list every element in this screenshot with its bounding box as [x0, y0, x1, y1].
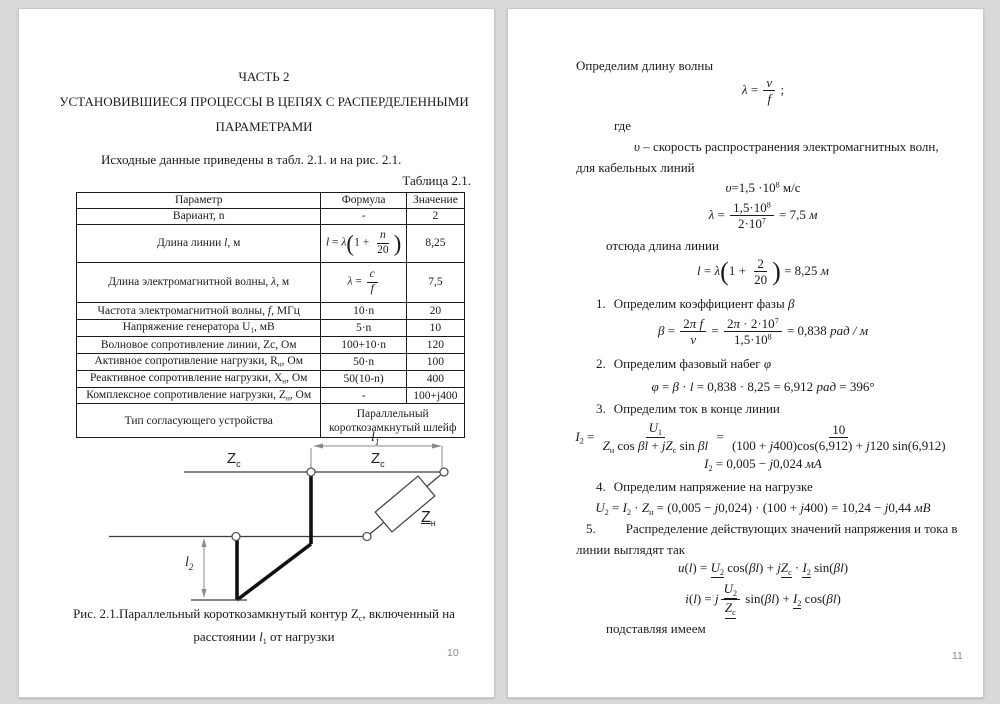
table-header-cell: Параметр	[77, 193, 321, 209]
text-line: подставляя имеем	[606, 621, 706, 636]
label-zc-right: $Z_c$	[371, 450, 385, 469]
figure-caption-line2: расстоянии $l_1$ от нагрузки	[193, 629, 335, 646]
table-cell: 400	[406, 371, 464, 388]
table-header-cell: Значение	[406, 193, 464, 209]
formula-i-distribution: i(l) = j $\frac{U_2}{Z_c}$ $\sin(\beta l) + I_2$ cos(βl)	[685, 581, 841, 618]
table-cell: 7,5	[406, 263, 464, 303]
table-cell: Комплексное сопротивление нагрузки, $Z_н$, Ом	[77, 388, 321, 404]
table-row	[77, 320, 465, 337]
formula-phi: φ = β · l = 0,838 · 8,25 = 6,912 рад = 396°	[651, 379, 875, 394]
item-4-heading: 4. Определим напряжение на нагрузке	[596, 479, 813, 494]
table-cell: Тип согласующего устройства	[77, 404, 321, 438]
table-cell: Реактивное сопротивление нагрузки, $X_н$, Ом	[77, 371, 321, 388]
table-cell: Частота электромагнитной волны, f, МГц	[77, 303, 321, 320]
node-circle	[307, 468, 315, 476]
text-line: Определим длину волны	[576, 58, 714, 73]
text-line: где	[614, 118, 632, 133]
table-row	[77, 404, 465, 438]
formula-beta: β = $\frac{\text{2π f}}{v}$ = $\frac{2\pi \cdot 2\cdot 10^7}{1,5\cdot 10^8}$ = 0,838 рад / м	[657, 316, 869, 348]
table-cell: -	[321, 209, 406, 225]
formula-line-length: l = λ ( 1 + $\frac{2}{20}$ ) = 8,25 м	[697, 256, 829, 288]
table-row	[77, 209, 465, 225]
table-cell: 2	[406, 209, 464, 225]
page-number-right: 11	[952, 650, 963, 662]
label-l2: $l_2$	[185, 555, 194, 572]
label-l1: $l_1$	[371, 430, 380, 447]
table-cell: 50(10-n)	[321, 371, 406, 388]
table-row	[77, 354, 465, 371]
dimension-l1-arrow-left	[313, 444, 323, 449]
table-header-cell: Формула	[321, 193, 406, 209]
formula-current-end: $I_2$ = $\frac{U_1}{Z_н \cos \beta l + jZ_c \sin \beta l}$ = $\frac{10}{(100 + j400)\cos(6,912) + j120 \sin(6,912)}$	[575, 420, 946, 456]
parameters-table	[76, 192, 465, 438]
table-cell: Вариант, n	[77, 209, 321, 225]
formula-current-result: $I_2 = 0,005 - j0,024$ мА	[704, 456, 822, 473]
table-cell: 5·n	[321, 320, 406, 337]
table-cell: 100+j400	[406, 388, 464, 404]
item-2-heading: 2. Определим фазовый набег φ	[596, 356, 772, 371]
table-cell: 8,25	[406, 225, 464, 263]
formula-u-distribution: $u(l) = U_2$ $\cos(\beta l) + jZ_c \cdot I_2$ sin(βl)	[677, 560, 849, 577]
text-line: для кабельных линий	[576, 160, 695, 175]
table-row	[77, 263, 465, 303]
dimension-l1-arrow-right	[432, 444, 442, 449]
table-cell: 120	[406, 337, 464, 354]
text-line: отсюда длина линии	[606, 238, 719, 253]
table-cell: l = λ ( 1 + $\frac{n}{20}$ )	[321, 225, 406, 263]
stub-diagonal	[237, 544, 311, 600]
table-row	[77, 371, 465, 388]
node-circle	[440, 468, 448, 476]
item-5-heading: 5. Распределение действующих значений напряжения и тока в	[586, 521, 958, 536]
item-1-heading: 1. Определим коэффициент фазы β	[596, 296, 795, 311]
table-cell: Активное сопротивление нагрузки, $R_н$, Ом	[77, 354, 321, 371]
part-title-line3: ПАРАМЕТРАМИ	[215, 119, 313, 134]
table-row	[77, 303, 465, 320]
table-cell: Напряжение генератора $U_1$, мВ	[77, 320, 321, 337]
table-cell: -	[321, 388, 406, 404]
table-cell: 20	[406, 303, 464, 320]
text-line: линии выглядят так	[576, 542, 686, 557]
formula-lambda-value: λ = $\frac{1,5\cdot 10^8}{2\cdot 10^7}$ = 7,5 м	[708, 200, 818, 232]
label-zc-left: $Z_c$	[227, 450, 241, 469]
table-cell: Длина электромагнитной волны, λ, м	[77, 263, 321, 303]
table-cell: Волновое сопротивление линии, Zс, Ом	[77, 337, 321, 354]
formula-velocity: $\upsilon=1,5 \cdot 10^8$ м/с	[725, 180, 801, 195]
node-circle	[232, 533, 240, 541]
document-page-right	[507, 8, 984, 698]
table-cell: Длина линии l, м	[77, 225, 321, 263]
table-cell: 100+10·n	[321, 337, 406, 354]
part-title: ЧАСТЬ 2	[238, 69, 290, 84]
table-cell: 100	[406, 354, 464, 371]
item-3-heading: 3. Определим ток в конце линии	[596, 401, 780, 416]
table-row	[77, 388, 465, 404]
table-row	[77, 225, 465, 263]
table-row	[77, 337, 465, 354]
formula-voltage-load: $U_2 = I_2 \cdot Z_н = (0,005 - j0,024) \cdot (100 + j400) = 10,24 - j0,44$ мВ	[595, 500, 931, 517]
circuit-figure	[19, 430, 494, 604]
dimension-l2-arrow-up	[202, 538, 207, 547]
table-cell: λ = $\frac{c}{f}$	[321, 263, 406, 303]
formula-lambda-def: λ = $\frac{v}{f}$ ;	[741, 75, 785, 107]
table-cell: 50·n	[321, 354, 406, 371]
text-line: υ – скорость распространения электромагнитных волн,	[634, 139, 939, 154]
node-circle	[363, 533, 371, 541]
figure-caption-line1: Рис. 2.1.Параллельный короткозамкнутый контур $Z_c$, включенный на	[73, 606, 455, 623]
label-zn: $Z_н$	[421, 509, 436, 529]
part-title-line2: УСТАНОВИВШИЕСЯ ПРОЦЕССЫ В ЦЕПЯХ С РАСПЕРДЕЛЕННЫМИ	[59, 94, 469, 109]
page-number-left: 10	[447, 647, 459, 659]
dimension-l2-arrow-down	[202, 589, 207, 598]
table-cell: 10·n	[321, 303, 406, 320]
table-caption: Таблица 2.1.	[402, 173, 471, 188]
table-cell: Параллельный короткозамкнутый шлейф	[321, 404, 465, 438]
table-cell: 10	[406, 320, 464, 337]
intro-paragraph: Исходные данные приведены в табл. 2.1. и на рис. 2.1.	[101, 152, 402, 167]
document-page-left	[18, 8, 495, 698]
